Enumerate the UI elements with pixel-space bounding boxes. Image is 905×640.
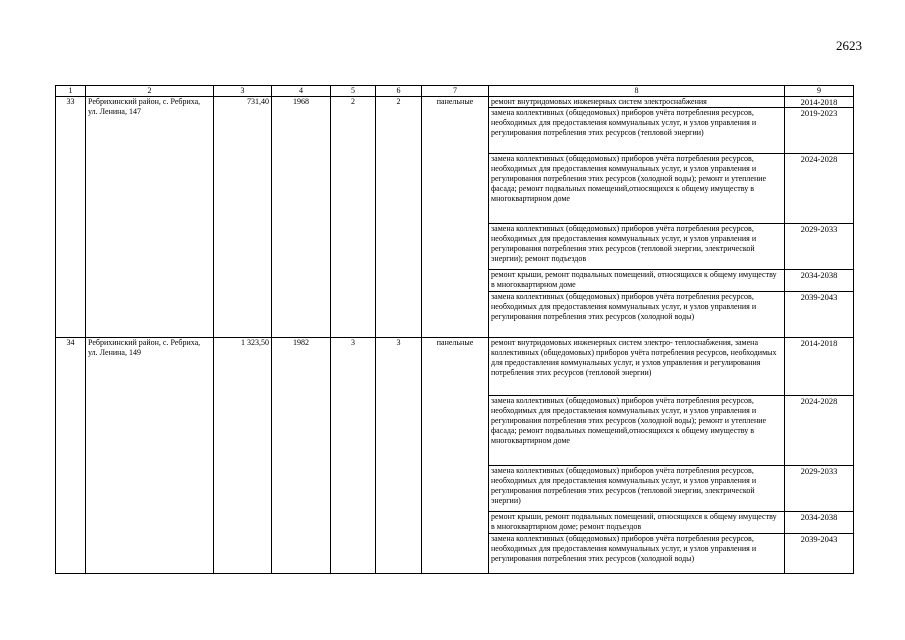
work-period: 2034-2038 [785,512,854,534]
column-header: 6 [376,86,422,97]
work-period: 2029-2033 [785,224,854,270]
house-address: Ребрихинский район, с. Ребриха, ул. Ленина, 147 [86,97,214,338]
work-period: 2014-2018 [785,97,854,108]
column-header: 8 [489,86,785,97]
work-description: замена коллективных (общедомовых) приборов учёта потребления ресурсов, необходимых для предоставления коммунальных услуг, и узлов управления и регулирования потребления этих ресурсов (тепловой энергии, электрической энергии) [489,466,785,512]
work-description: замена коллективных (общедомовых) приборов учёта потребления ресурсов, необходимых для предоставления коммунальных услуг, и узлов управления и регулирования потребления этих ресурсов (холодной воды); ремонт и утепление фасада; ремонт подвальных помещений,относящихся к общему имуществу в многоквартирном доме [489,396,785,466]
column-header: 2 [86,86,214,97]
house-floors: 2 [331,97,376,338]
work-period: 2014-2018 [785,338,854,396]
table-row [56,338,854,396]
work-description: ремонт крыши, ремонт подвальных помещений, относящихся к общему имуществу в многоквартирном доме; ремонт подъездов [489,512,785,534]
column-header: 7 [422,86,489,97]
house-address: Ребрихинский район, с. Ребриха, ул. Ленина, 149 [86,338,214,574]
house-area: 731,40 [214,97,272,338]
repair-program-table [55,85,854,574]
table-row [56,97,854,108]
work-period: 2029-2033 [785,466,854,512]
column-header: 5 [331,86,376,97]
work-period: 2024-2028 [785,154,854,224]
house-year: 1982 [272,338,331,574]
column-header: 9 [785,86,854,97]
work-description: замена коллективных (общедомовых) приборов учёта потребления ресурсов, необходимых для предоставления коммунальных услуг, и узлов управления и регулирования потребления этих ресурсов (холодной воды) [489,292,785,338]
house-walls: панельные [422,338,489,574]
work-period: 2024-2028 [785,396,854,466]
house-number: 34 [56,338,86,574]
house-number: 33 [56,97,86,338]
work-description: ремонт крыши, ремонт подвальных помещений, относящихся к общему имуществу в многоквартирном доме [489,270,785,292]
house-area: 1 323,50 [214,338,272,574]
column-header: 1 [56,86,86,97]
work-description: замена коллективных (общедомовых) приборов учёта потребления ресурсов, необходимых для предоставления коммунальных услуг, и узлов управления и регулирования потребления этих ресурсов (холодной воды) [489,534,785,574]
work-description: замена коллективных (общедомовых) приборов учёта потребления ресурсов, необходимых для предоставления коммунальных услуг, и узлов управления и регулирования потребления этих ресурсов (тепловой энергии) [489,108,785,154]
work-description: замена коллективных (общедомовых) приборов учёта потребления ресурсов, необходимых для предоставления коммунальных услуг, и узлов управления и регулирования потребления этих ресурсов (тепловой энергии, электрической энергии); ремонт подъездов [489,224,785,270]
house-walls: панельные [422,97,489,338]
work-period: 2039-2043 [785,534,854,574]
column-number-row [56,86,854,97]
column-header: 3 [214,86,272,97]
column-header: 4 [272,86,331,97]
work-period: 2019-2023 [785,108,854,154]
house-floors: 3 [331,338,376,574]
house-entrances: 3 [376,338,422,574]
house-entrances: 2 [376,97,422,338]
work-period: 2034-2038 [785,270,854,292]
work-description: замена коллективных (общедомовых) приборов учёта потребления ресурсов, необходимых для предоставления коммунальных услуг, и узлов управления и регулирования потребления этих ресурсов (холодной воды); ремонт и утепление фасада; ремонт подвальных помещений,относящихся к общему имуществу в многоквартирном доме [489,154,785,224]
work-description: ремонт внутридомовых инженерных систем электроснабжения [489,97,785,108]
work-description: ремонт внутридомовых инженерных систем электро- теплоснабжения, замена коллективных (общедомовых) приборов учёта потребления ресурсов, необходимых для предоставления коммунальных услуг, и узлов управления и регулирования потребления этих ресурсов (тепловой энергии) [489,338,785,396]
page-number: 2623 [836,38,862,53]
work-period: 2039-2043 [785,292,854,338]
house-year: 1968 [272,97,331,338]
